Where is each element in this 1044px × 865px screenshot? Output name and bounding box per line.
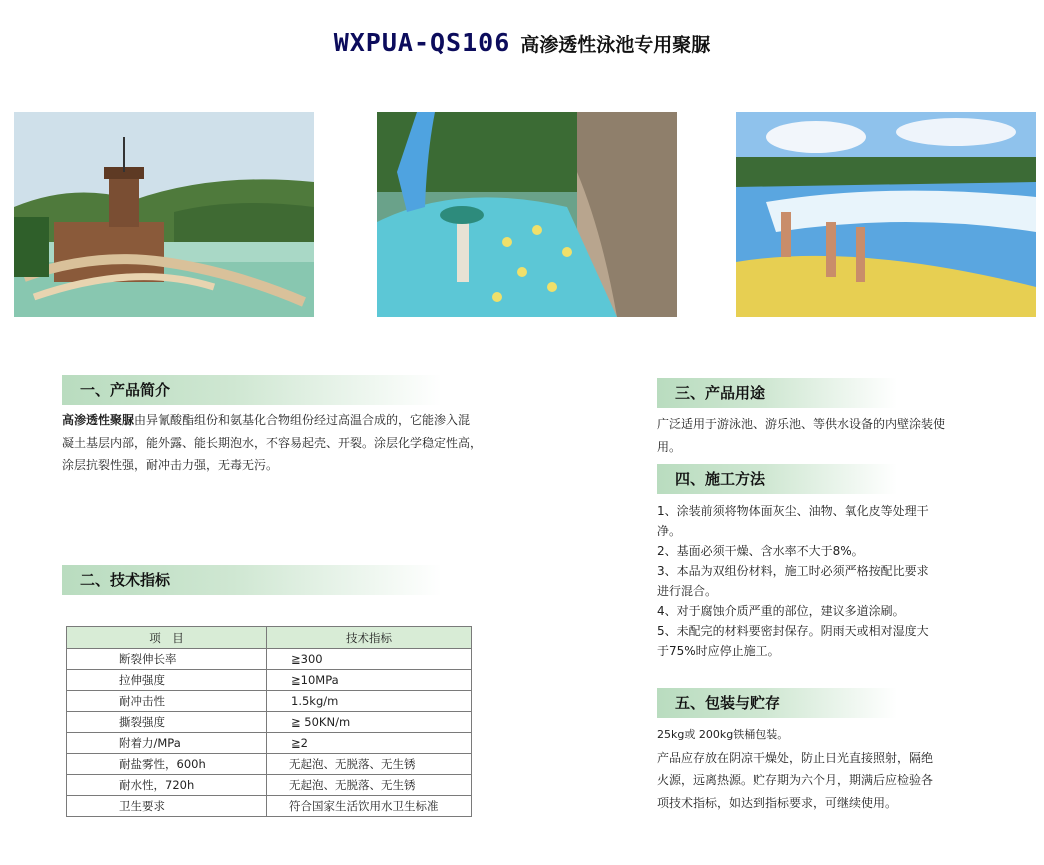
spec-value: 符合国家生活饮用水卫生标准 — [267, 796, 472, 817]
section-heading-intro: 一、产品简介 — [62, 375, 442, 405]
usage-text: 广泛适用于游泳池、游乐池、等供水设备的内壁涂装使用。 — [657, 417, 946, 454]
waterpark-slide-photo — [14, 112, 314, 317]
spec-item: 拉伸强度 — [67, 670, 267, 691]
intro-body: 由异氰酸酯组份和氨基化合物组份经过高温合成的，它能渗入混凝土基层内部，能外露、能长期泡水，不容易起壳、开裂。涂层化学稳定性高，涂层抗裂性强，耐冲击力强，无毒无污。 — [62, 413, 483, 472]
spec-value: 无起泡、无脱落、无生锈 — [267, 775, 472, 796]
section-heading-spec: 二、技术指标 — [62, 565, 442, 595]
spec-item: 撕裂强度 — [67, 712, 267, 733]
spec-item: 断裂伸长率 — [67, 649, 267, 670]
table-row — [67, 712, 472, 733]
table-row — [67, 691, 472, 712]
list-item: 2、基面必须干燥、含水率不大于8%。 — [657, 544, 864, 558]
spec-item: 卫生要求 — [67, 796, 267, 817]
spec-value: 1.5kg/m — [267, 691, 472, 712]
product-name: 高渗透性泳池专用聚脲 — [520, 34, 711, 56]
page-title — [0, 28, 1044, 57]
spec-col-value: 技术指标 — [267, 627, 472, 649]
section-heading-method: 四、施工方法 — [657, 464, 897, 494]
packing-line: 25kg或 200kg铁桶包装。 — [657, 728, 789, 741]
wave-pool-photo — [736, 112, 1036, 317]
spec-item: 耐冲击性 — [67, 691, 267, 712]
section-heading-packing: 五、包装与贮存 — [657, 688, 897, 718]
table-row — [67, 796, 472, 817]
product-model: WXPUA-QS106 — [333, 28, 511, 57]
spec-item: 耐水性，720h — [67, 775, 267, 796]
list-item: 1、涂装前须将物体面灰尘、油物、氧化皮等处理干净。 — [657, 504, 929, 538]
spec-value: ≧2 — [267, 733, 472, 754]
spec-item: 耐盐雾性，600h — [67, 754, 267, 775]
table-row — [67, 649, 472, 670]
spec-item: 附着力/MPa — [67, 733, 267, 754]
spec-value: ≧10MPa — [267, 670, 472, 691]
lazy-river-photo — [377, 112, 677, 317]
table-row — [67, 733, 472, 754]
intro-bold-lead: 高渗透性聚脲 — [62, 413, 135, 427]
table-row — [67, 754, 472, 775]
list-item: 3、本品为双组份材料，施工时必须严格按配比要求进行混合。 — [657, 564, 929, 598]
spec-value: ≧300 — [267, 649, 472, 670]
section-heading-usage: 三、产品用途 — [657, 378, 897, 408]
storage-text: 产品应存放在阴凉干燥处，防止日光直接照射，隔绝火源，远离热源。贮存期为六个月，期满后应检验各项技术指标，如达到指标要求，可继续使用。 — [657, 750, 934, 810]
table-row — [67, 670, 472, 691]
table-row — [67, 775, 472, 796]
list-item: 4、对于腐蚀介质严重的部位，建议多道涂刷。 — [657, 604, 905, 618]
packing-text — [657, 724, 937, 814]
spec-table — [66, 626, 472, 817]
spec-col-item: 项 目 — [67, 627, 267, 649]
intro-text — [62, 409, 482, 477]
spec-value: 无起泡、无脱落、无生锈 — [267, 754, 472, 775]
list-item: 5、未配完的材料要密封保存。阴雨天或相对湿度大于75%时应停止施工。 — [657, 624, 929, 658]
spec-value: ≧ 50KN/m — [267, 712, 472, 733]
method-list — [657, 501, 937, 661]
spec-table-header — [67, 627, 472, 649]
